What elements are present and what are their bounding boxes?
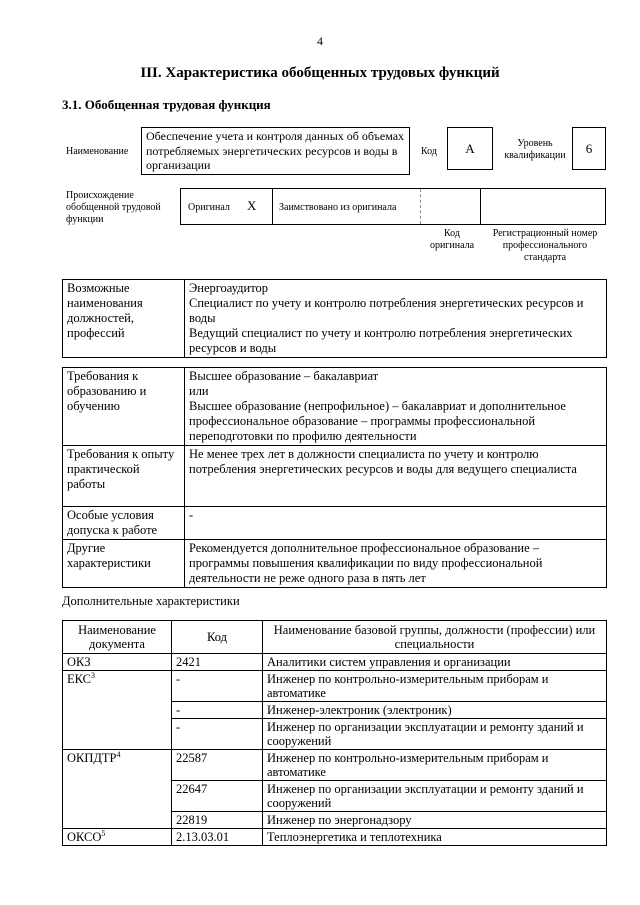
additional-table [62,620,607,846]
doc-name: ОКЗ [67,655,91,669]
origin-box [180,188,606,225]
requirements-label: Особые условия допуска к работе [63,507,185,540]
requirements-row [63,507,607,540]
subsection-title: 3.1. Обобщенная трудовая функция [62,97,271,112]
position-item: Энергоаудитор [189,281,269,295]
requirements-values [185,507,607,540]
origin-divider-2 [420,189,421,224]
additional-header-row [63,621,607,654]
name-cell: Аналитики систем управления и организации [263,654,607,671]
requirements-values [185,540,607,588]
position-item: Ведущий специалист по учету и контролю потребления энергетических ресурсов и воды [189,326,573,355]
origin-divider-3 [480,189,481,224]
table-row [63,671,607,702]
original-label: Оригинал [188,202,230,213]
doc-cell [63,654,172,671]
header-doc: Наименование документа [63,621,172,654]
table-row [63,654,607,671]
borrowed-label: Заимствовано из оригинала [279,202,397,213]
requirements-label: Требования к образованию и обучению [63,368,185,446]
original-mark: X [247,198,257,213]
requirements-label: Требования к опыту практической работы [63,446,185,507]
name-cell: Инженер по энергонадзору [263,812,607,829]
doc-footnote: 5 [101,828,106,838]
name-cell: Теплоэнергетика и теплотехника [263,829,607,846]
requirements-row [63,446,607,507]
name-cell: Инженер-электроник (электроник) [263,702,607,719]
positions-table [62,279,607,358]
name-label: Наименование [66,146,129,157]
code-caption: Код оригинала [429,228,475,251]
origin-divider-1 [272,189,273,224]
positions-row [63,280,607,358]
code-cell: - [172,671,263,702]
level-box [572,127,606,170]
header-name: Наименование базовой группы, должности (профессии) или специальности [263,621,607,654]
position-item: Специалист по учету и контролю потребления энергетических ресурсов и воды [189,296,584,325]
requirements-line: Не менее трех лет в должности специалиста по учету и контролю потребления энергетических ресурсов и воды для ведущего специалиста [189,447,577,476]
code-box [447,127,493,170]
name-cell: Инженер по контрольно-измерительным приборам и автоматике [263,671,607,702]
positions-values [185,280,607,358]
requirements-line: или [189,384,209,398]
code-cell: - [172,702,263,719]
level-label: Уровень квалификации [504,138,566,161]
name-box [141,127,410,175]
requirements-line: - [189,508,194,522]
code-cell: 22819 [172,812,263,829]
code-cell: - [172,719,263,750]
page-number: 4 [317,34,323,48]
header-code: Код [172,621,263,654]
doc-footnote: 3 [91,670,95,680]
reg-caption: Регистрационный номер профессионального стандарта [492,228,598,263]
doc-footnote: 4 [116,749,121,759]
section-title: III. Характеристика обобщенных трудовых функций [140,65,500,81]
doc-name: ОКСО [67,830,102,844]
positions-label: Возможные наименования должностей, профессий [63,280,185,358]
name-cell: Инженер по организации эксплуатации и ремонту зданий и сооружений [263,781,607,812]
requirements-values [185,368,607,446]
requirements-label: Другие характеристики [63,540,185,588]
code-label: Код [421,146,437,157]
code-cell: 2.13.03.01 [172,829,263,846]
requirements-line: Высшее образование – бакалавриат [189,369,379,383]
code-cell: 2421 [172,654,263,671]
doc-name: ОКПДТР [67,751,117,765]
doc-cell [63,671,172,750]
table-row [63,750,607,781]
code-value: A [465,141,475,156]
code-cell: 22587 [172,750,263,781]
doc-cell [63,829,172,846]
requirements-line: Рекомендуется дополнительное профессиональное образование – программы повышения квалификации по виду профессиональной деятельности не реже одного раза в пять лет [189,541,543,585]
name-cell: Инженер по контрольно-измерительным приборам и автоматике [263,750,607,781]
origin-label: Происхождение обобщенной трудовой функции [66,190,161,225]
requirements-table [62,367,607,588]
name-value: Обеспечение учета и контроля данных об объемах потребляемых энергетических ресурсов и воды в организации [146,129,405,172]
doc-name: ЕКС [67,672,91,686]
name-cell: Инженер по организации эксплуатации и ремонту зданий и сооружений [263,719,607,750]
requirements-row [63,540,607,588]
code-cell: 22647 [172,781,263,812]
requirements-line: Высшее образование (непрофильное) – бакалавриат и дополнительное профессиональное образование – программы профессиональной переподготовки по профилю деятельности [189,399,566,443]
level-value: 6 [585,141,593,156]
requirements-row [63,368,607,446]
requirements-values [185,446,607,507]
additional-title: Дополнительные характеристики [62,594,240,608]
table-row [63,829,607,846]
doc-cell [63,750,172,829]
